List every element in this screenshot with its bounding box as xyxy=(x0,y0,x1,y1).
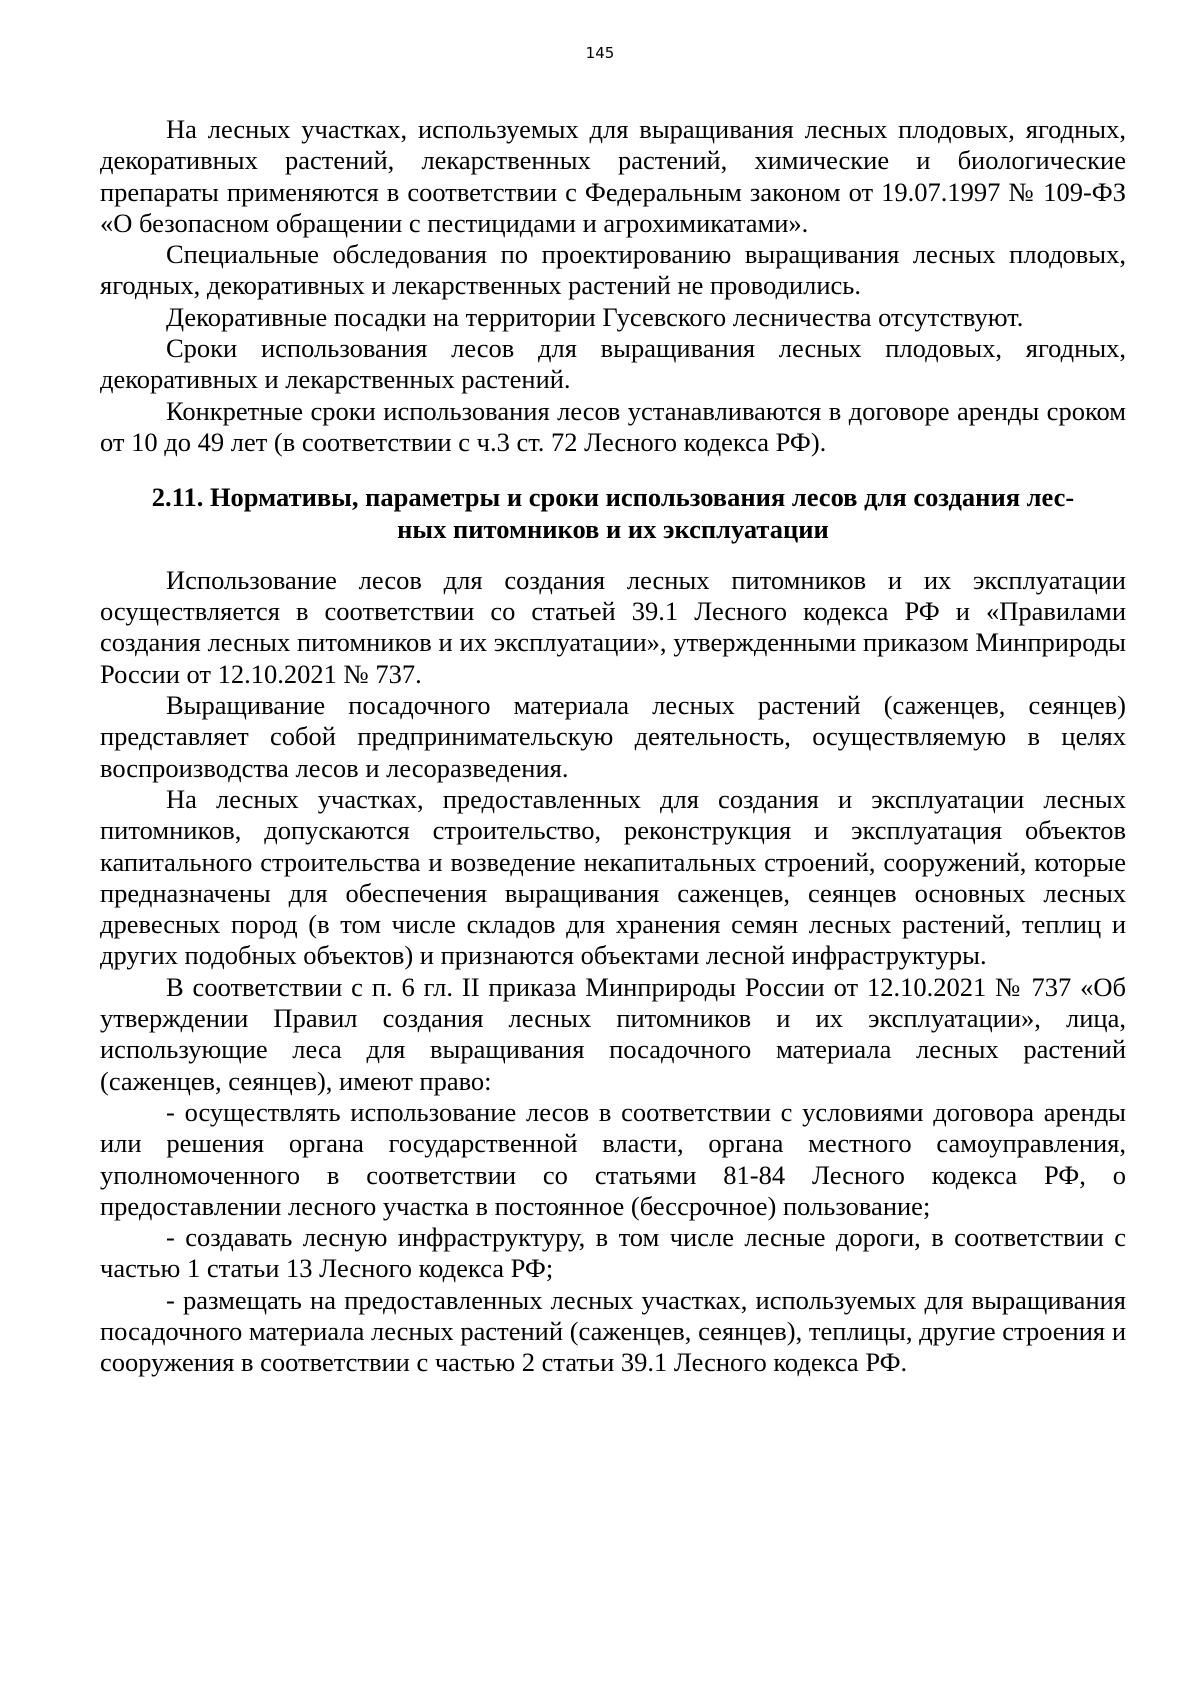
paragraph: На лесных участках, используемых для выращивания лесных плодовых, ягодных, декоративных растений, лекарственных растений, химические и биологические препараты применяются в соответствии с Федеральным законом от 19.07.1997 № 109-ФЗ «О безопасном обращении с пестицидами и агрохимикатами». xyxy=(100,114,1126,238)
section-heading xyxy=(100,482,1126,545)
paragraph: На лесных участках, предоставленных для создания и эксплуатации лесных питомников, допускаются строительство, реконструкция и эксплуатация объектов капитального строительства и возведение некапитальных строений, сооружений, которые предназначены для обеспечения выращивания саженцев, сеянцев основных лесных древесных пород (в том числе складов для хранения семян лесных растений, теплиц и других подобных объектов) и признаются объектами лесной инфраструктуры. xyxy=(100,783,1126,971)
paragraph: Использование лесов для создания лесных питомников и их эксплуатации осуществляется в соответствии со статьей 39.1 Лесного кодекса РФ и «Правилами создания лесных питомников и их эксплуатации», утвержденными приказом Минприроды России от 12.10.2021 № 737. xyxy=(100,564,1126,689)
section-heading-line: 2.11. Нормативы, параметры и сроки использования лесов для создания лес- xyxy=(151,482,1075,513)
page-number: 145 xyxy=(585,44,615,62)
paragraph: Специальные обследования по проектированию выращивания лесных плодовых, ягодных, декоративных и лекарственных растений не проводились. xyxy=(100,239,1126,301)
list-item: - осуществлять использование лесов в соответствии с условиями договора аренды или решения органа государственной власти, органа местного самоуправления, уполномоченного в соответствии со статьями 81-84 Лесного кодекса РФ, о предоставлении лесного участка в постоянное (бессрочное) пользование; xyxy=(100,1096,1126,1221)
list-item: - создавать лесную инфраструктуру, в том числе лесные дороги, в соответствии с частью 1 статьи 13 Лесного кодекса РФ; xyxy=(100,1222,1126,1284)
paragraph: В соответствии с п. 6 гл. II приказа Минприроды России от 12.10.2021 № 737 «Об утверждении Правил создания лесных питомников и их эксплуатации», лица, использующие леса для выращивания посадочного материала лесных растений (саженцев, сеянцев), имеют право: xyxy=(100,971,1126,1096)
paragraph: Декоративные посадки на территории Гусевского лесничества отсутствуют. xyxy=(166,301,1024,332)
list-item: - размещать на предоставленных лесных участках, используемых для выращивания посадочного материала лесных растений (саженцев, сеянцев), теплицы, другие строения и сооружения в соответствии с частью 2 статьи 39.1 Лесного кодекса РФ. xyxy=(100,1284,1126,1378)
section-heading-line: ных питомников и их эксплуатации xyxy=(397,513,829,544)
paragraph: Выращивание посадочного материала лесных растений (саженцев, сеянцев) представляет собой предпринимательскую деятельность, осуществляемую в целях воспроизводства лесов и лесоразведения. xyxy=(100,690,1126,783)
paragraph: Сроки использования лесов для выращивания лесных плодовых, ягодных, декоративных и лекарственных растений. xyxy=(100,333,1126,395)
paragraph: Конкретные сроки использования лесов устанавливаются в договоре аренды сроком от 10 до 49 лет (в соответствии с ч.3 ст. 72 Лесного кодекса РФ). xyxy=(100,395,1126,457)
document-body xyxy=(100,114,1126,1379)
